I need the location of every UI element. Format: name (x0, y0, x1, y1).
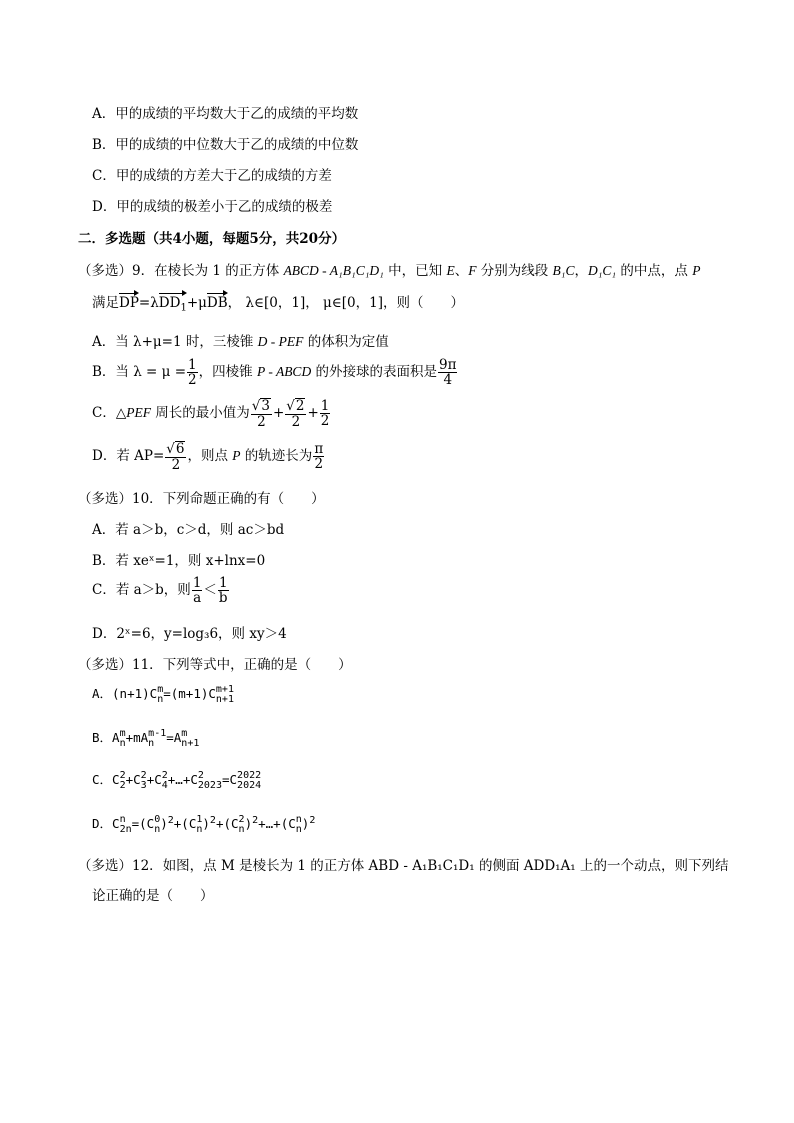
fraction: $\frac{9\pi}{4}$ (439, 357, 457, 389)
q9-option-d: D．若 AP= $\frac{√6}{2}$ ，则点 P 的轨迹长为 $\frac{\pi}{2}$ (92, 440, 324, 473)
vector-db: DB (207, 290, 228, 311)
section-heading: 二．多选题（共4小题，每题5分，共20分） (78, 231, 346, 247)
q8-option-a: A．甲的成绩的平均数大于乙的成绩的平均数 (92, 106, 359, 122)
q8-option-d: D．甲的成绩的极差小于乙的成绩的极差 (92, 199, 333, 215)
q9-option-b: B．当 λ = μ = $\frac{1}{2}$ ，四棱锥 P - ABCD 的外接球的表面积是 $\frac{9\pi}{4}$ (92, 357, 457, 389)
vector-dd1: $DD_1$ (159, 290, 187, 311)
q11-option-b: B．A m n +mA m-1 n =A m n+1 (92, 728, 200, 749)
fraction: $\frac{√3}{2}$ (251, 398, 270, 430)
q11-option-d: D．C n 2n =(C 0 n )$^2$+(C 1 n )$^2$+(C 2 n )$^2$+…+(C n n )$^2$ (92, 814, 316, 835)
q10-option-c: C．若 a＞b，则 $\frac{1}{a}$ ＜ $\frac{1}{b}$ (92, 575, 228, 607)
q10-option-d: D．2ˣ=6，y=log₃6，则 xy＞4 (92, 626, 287, 642)
q12-stem-line1: （多选）12．如图，点 M 是棱长为 1 的正方体 ABD - A₁B₁C₁D₁ 的侧面 ADD₁A₁ 上的一个动点，则下列结 (78, 858, 729, 874)
fraction: $\frac{1}{2}$ (320, 397, 330, 430)
sqrt-icon: √ (251, 398, 261, 414)
q8-option-b: B．甲的成绩的中位数大于乙的成绩的中位数 (92, 137, 359, 153)
q11-stem: （多选）11．下列等式中，正确的是（ ） (78, 657, 352, 673)
fraction: $\frac{1}{a}$ (192, 575, 202, 607)
q8-option-c: C．甲的成绩的方差大于乙的成绩的方差 (92, 168, 332, 184)
q10-option-a: A．若 a＞b，c＞d，则 ac＞bd (92, 522, 285, 538)
q11-option-a: A．(n+1)C m n =(m+1)C m+1 n+1 (92, 684, 234, 705)
fraction: $\frac{√2}{2}$ (286, 398, 305, 430)
sqrt-icon: √ (166, 441, 175, 457)
fraction: $\frac{1}{2}$ (188, 357, 197, 389)
q11-option-c: C．C 2 2 +C 2 3 +C 2 4 +…+C 2 2023 =C 2022 2024 (92, 770, 262, 791)
vector-dp: DP (119, 290, 139, 311)
q10-option-b: B．若 xeˣ=1，则 x+lnx=0 (92, 553, 266, 569)
fraction: $\frac{\pi}{2}$ (314, 440, 324, 473)
q12-tag: （多选）12． (78, 858, 163, 874)
q10-tag: （多选）10． (78, 491, 163, 507)
sqrt-icon: √ (286, 398, 295, 414)
q9-option-a: A．当 λ+μ=1 时，三棱锥 D - PEF 的体积为定值 (92, 334, 389, 350)
q9-option-c: C．△PEF 周长的最小值为 $\frac{√3}{2}$ + $\frac{√2}{2}$ + $\frac{1}{2}$ (92, 397, 330, 430)
fraction: $\frac{√6}{2}$ (166, 441, 185, 473)
q9-stem-line2: 满足DP=λDD$_1$+μDB， λ∈[0，1]， μ∈[0，1]，则（ ） (92, 290, 464, 311)
q12-stem-line2: 论正确的是（ ） (92, 888, 214, 904)
fraction: $\frac{1}{b}$ (218, 575, 228, 607)
q11-tag: （多选）11． (78, 657, 163, 673)
q10-stem: （多选）10．下列命题正确的有（ ） (78, 491, 325, 507)
q9-stem-line1: （多选）9．在棱长为 1 的正方体 ABCD - A₁B₁C₁D₁ 中，已知 E、F 分别为线段 B₁C，D₁C₁ 的中点，点 P (78, 263, 701, 279)
q9-tag: （多选）9． (78, 263, 155, 279)
